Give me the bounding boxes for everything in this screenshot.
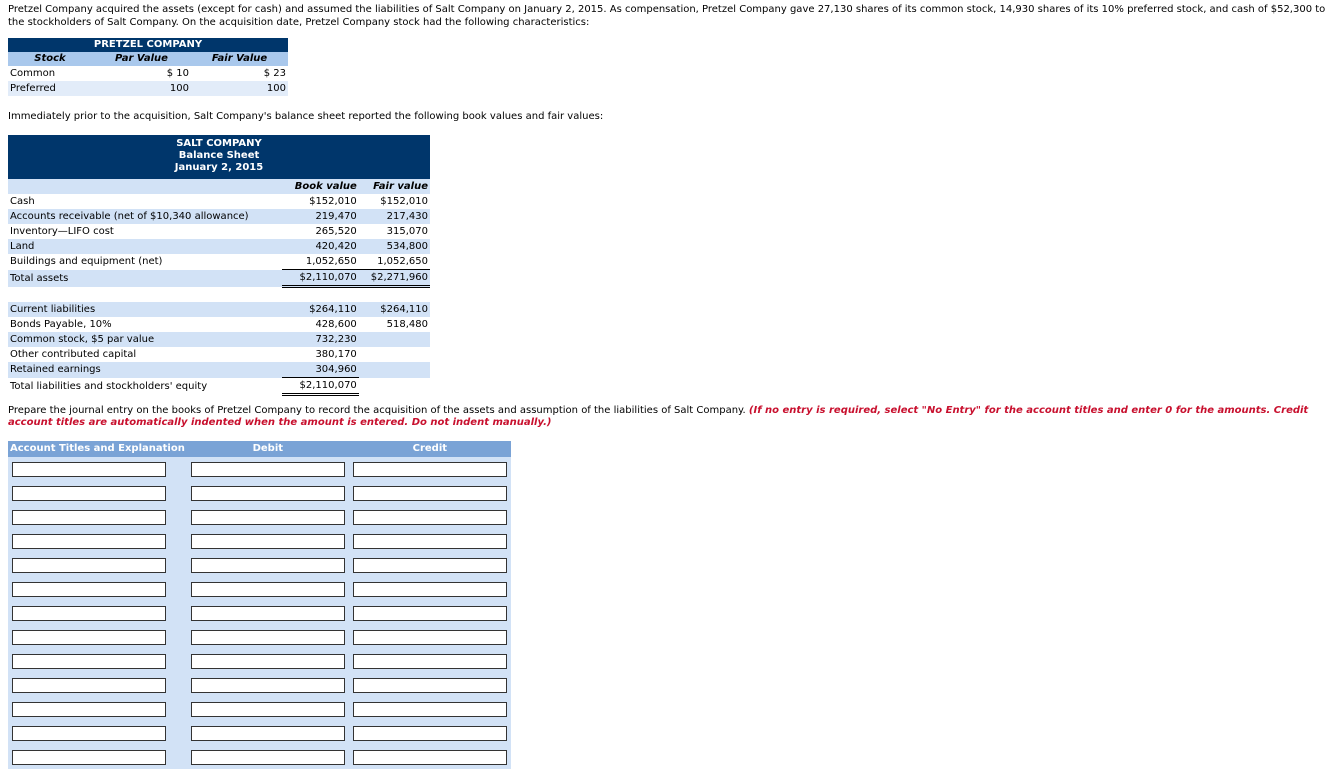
journal-row	[8, 673, 511, 697]
journal-rows	[8, 457, 511, 769]
journal-entry-table	[8, 441, 511, 769]
book-value: 304,960	[282, 362, 359, 378]
debit-input[interactable]	[191, 534, 345, 549]
fair-value: 518,480	[386, 319, 428, 330]
journal-row	[8, 697, 511, 721]
account-title-input[interactable]	[12, 678, 166, 693]
asset-label: Cash	[10, 196, 35, 207]
col-credit: Credit	[412, 443, 448, 454]
total-liab-book: $2,110,070	[282, 378, 359, 395]
book-value: $152,010	[309, 196, 357, 207]
asset-label: Land	[10, 241, 35, 252]
debit-input[interactable]	[191, 486, 345, 501]
fair-value: 100	[266, 83, 286, 94]
fair-value	[359, 332, 430, 347]
credit-input[interactable]	[353, 558, 507, 573]
stock-name: Preferred	[10, 83, 56, 94]
col-account-titles: Account Titles and Explanation	[10, 443, 185, 454]
col-par-value: Par Value	[92, 52, 191, 66]
debit-input[interactable]	[191, 654, 345, 669]
journal-row	[8, 649, 511, 673]
book-value: 380,170	[315, 349, 357, 360]
liability-label: Common stock, $5 par value	[10, 334, 155, 345]
prior-text: Immediately prior to the acquisition, Salt Company's balance sheet reported the following book values and fair values:	[8, 111, 604, 122]
salt-date: January 2, 2015	[174, 162, 264, 173]
account-title-input[interactable]	[12, 630, 166, 645]
journal-row	[8, 625, 511, 649]
debit-input[interactable]	[191, 582, 345, 597]
credit-input[interactable]	[353, 630, 507, 645]
account-title-input[interactable]	[12, 534, 166, 549]
journal-row	[8, 601, 511, 625]
total-assets-label: Total assets	[10, 272, 69, 284]
credit-input[interactable]	[353, 726, 507, 741]
credit-input[interactable]	[353, 510, 507, 525]
account-title-input[interactable]	[12, 510, 166, 525]
book-value: 732,230	[315, 334, 357, 345]
debit-input[interactable]	[191, 750, 345, 765]
liability-label: Current liabilities	[10, 304, 96, 315]
liability-label: Other contributed capital	[10, 349, 137, 360]
intro-text: Pretzel Company acquired the assets (except for cash) and assumed the liabilities of Salt Company on January 2, 2015. As compensation, Pretzel Company gave 27,130 shares of its common stock, 14,930 shares of its 10% preferred stock, and cash of $52,300 to the stockholders of Salt Company. On the acquisition date, Pretzel Company stock had the following characteristics:	[8, 4, 1326, 28]
journal-row	[8, 553, 511, 577]
fair-value: 534,800	[386, 241, 428, 252]
credit-input[interactable]	[353, 582, 507, 597]
book-value: 1,052,650	[282, 254, 359, 270]
salt-subtitle: Balance Sheet	[178, 150, 260, 161]
fair-value: $264,110	[380, 304, 428, 315]
debit-input[interactable]	[191, 726, 345, 741]
total-liab-fair	[359, 378, 430, 395]
par-value: 100	[169, 83, 189, 94]
col-book-value: Book value	[294, 181, 357, 192]
journal-row	[8, 577, 511, 601]
stock-name: Common	[10, 68, 56, 79]
account-title-input[interactable]	[12, 462, 166, 477]
journal-row	[8, 529, 511, 553]
book-value: $264,110	[309, 304, 357, 315]
fair-value: 217,430	[386, 211, 428, 222]
total-liab-label: Total liabilities and stockholders' equity	[10, 380, 208, 392]
credit-input[interactable]	[353, 534, 507, 549]
book-value: 265,520	[315, 226, 357, 237]
credit-input[interactable]	[353, 486, 507, 501]
credit-input[interactable]	[353, 606, 507, 621]
asset-label: Buildings and equipment (net)	[10, 256, 163, 268]
pretzel-title: PRETZEL COMPANY	[93, 39, 203, 50]
journal-row	[8, 505, 511, 529]
credit-input[interactable]	[353, 654, 507, 669]
credit-input[interactable]	[353, 678, 507, 693]
debit-input[interactable]	[191, 462, 345, 477]
col-fair-value: Fair value	[373, 181, 428, 192]
journal-row	[8, 721, 511, 745]
credit-input[interactable]	[353, 750, 507, 765]
account-title-input[interactable]	[12, 702, 166, 717]
book-value: 219,470	[315, 211, 357, 222]
credit-input[interactable]	[353, 702, 507, 717]
total-assets-fair: $2,271,960	[359, 270, 430, 287]
total-assets-book: $2,110,070	[282, 270, 359, 287]
book-value: 420,420	[315, 241, 357, 252]
journal-row	[8, 481, 511, 505]
credit-input[interactable]	[353, 462, 507, 477]
account-title-input[interactable]	[12, 558, 166, 573]
account-title-input[interactable]	[12, 606, 166, 621]
liability-label: Retained earnings	[10, 364, 101, 376]
debit-input[interactable]	[191, 630, 345, 645]
account-title-input[interactable]	[12, 750, 166, 765]
debit-input[interactable]	[191, 606, 345, 621]
asset-label: Inventory—LIFO cost	[10, 226, 114, 237]
fair-value	[359, 347, 430, 362]
book-value: 428,600	[315, 319, 357, 330]
salt-title: SALT COMPANY	[176, 138, 262, 149]
fair-value	[359, 362, 430, 378]
account-title-input[interactable]	[12, 726, 166, 741]
pretzel-row-preferred	[8, 81, 288, 96]
instructions	[8, 405, 1328, 429]
account-title-input[interactable]	[12, 654, 166, 669]
fair-value: $152,010	[380, 196, 428, 207]
debit-input[interactable]	[191, 702, 345, 717]
pretzel-stock-table	[8, 38, 288, 96]
journal-row	[8, 457, 511, 481]
instructions-note: (If no entry is required, select "No Entry" for the account titles and enter 0 for the amounts. Credit account titles are automatically indented when the amount is entered. Do not indent manually.)	[8, 405, 1309, 428]
salt-balance-sheet	[8, 135, 430, 396]
account-title-input[interactable]	[12, 486, 166, 501]
debit-input[interactable]	[191, 558, 345, 573]
col-fair-value: Fair Value	[191, 52, 288, 66]
journal-row	[8, 745, 511, 769]
asset-label: Accounts receivable (net of $10,340 allowance)	[10, 211, 249, 222]
pretzel-row-common	[8, 66, 288, 81]
account-title-input[interactable]	[12, 582, 166, 597]
instructions-text: Prepare the journal entry on the books of Pretzel Company to record the acquisition of the assets and assumption of the liabilities of Salt Company.	[8, 405, 746, 416]
debit-input[interactable]	[191, 678, 345, 693]
fair-value: $ 23	[263, 68, 286, 79]
par-value: $ 10	[166, 68, 189, 79]
fair-value: 315,070	[386, 226, 428, 237]
debit-input[interactable]	[191, 510, 345, 525]
liability-label: Bonds Payable, 10%	[10, 319, 112, 330]
col-stock: Stock	[8, 52, 92, 66]
fair-value: 1,052,650	[359, 254, 430, 270]
col-debit: Debit	[252, 443, 284, 454]
